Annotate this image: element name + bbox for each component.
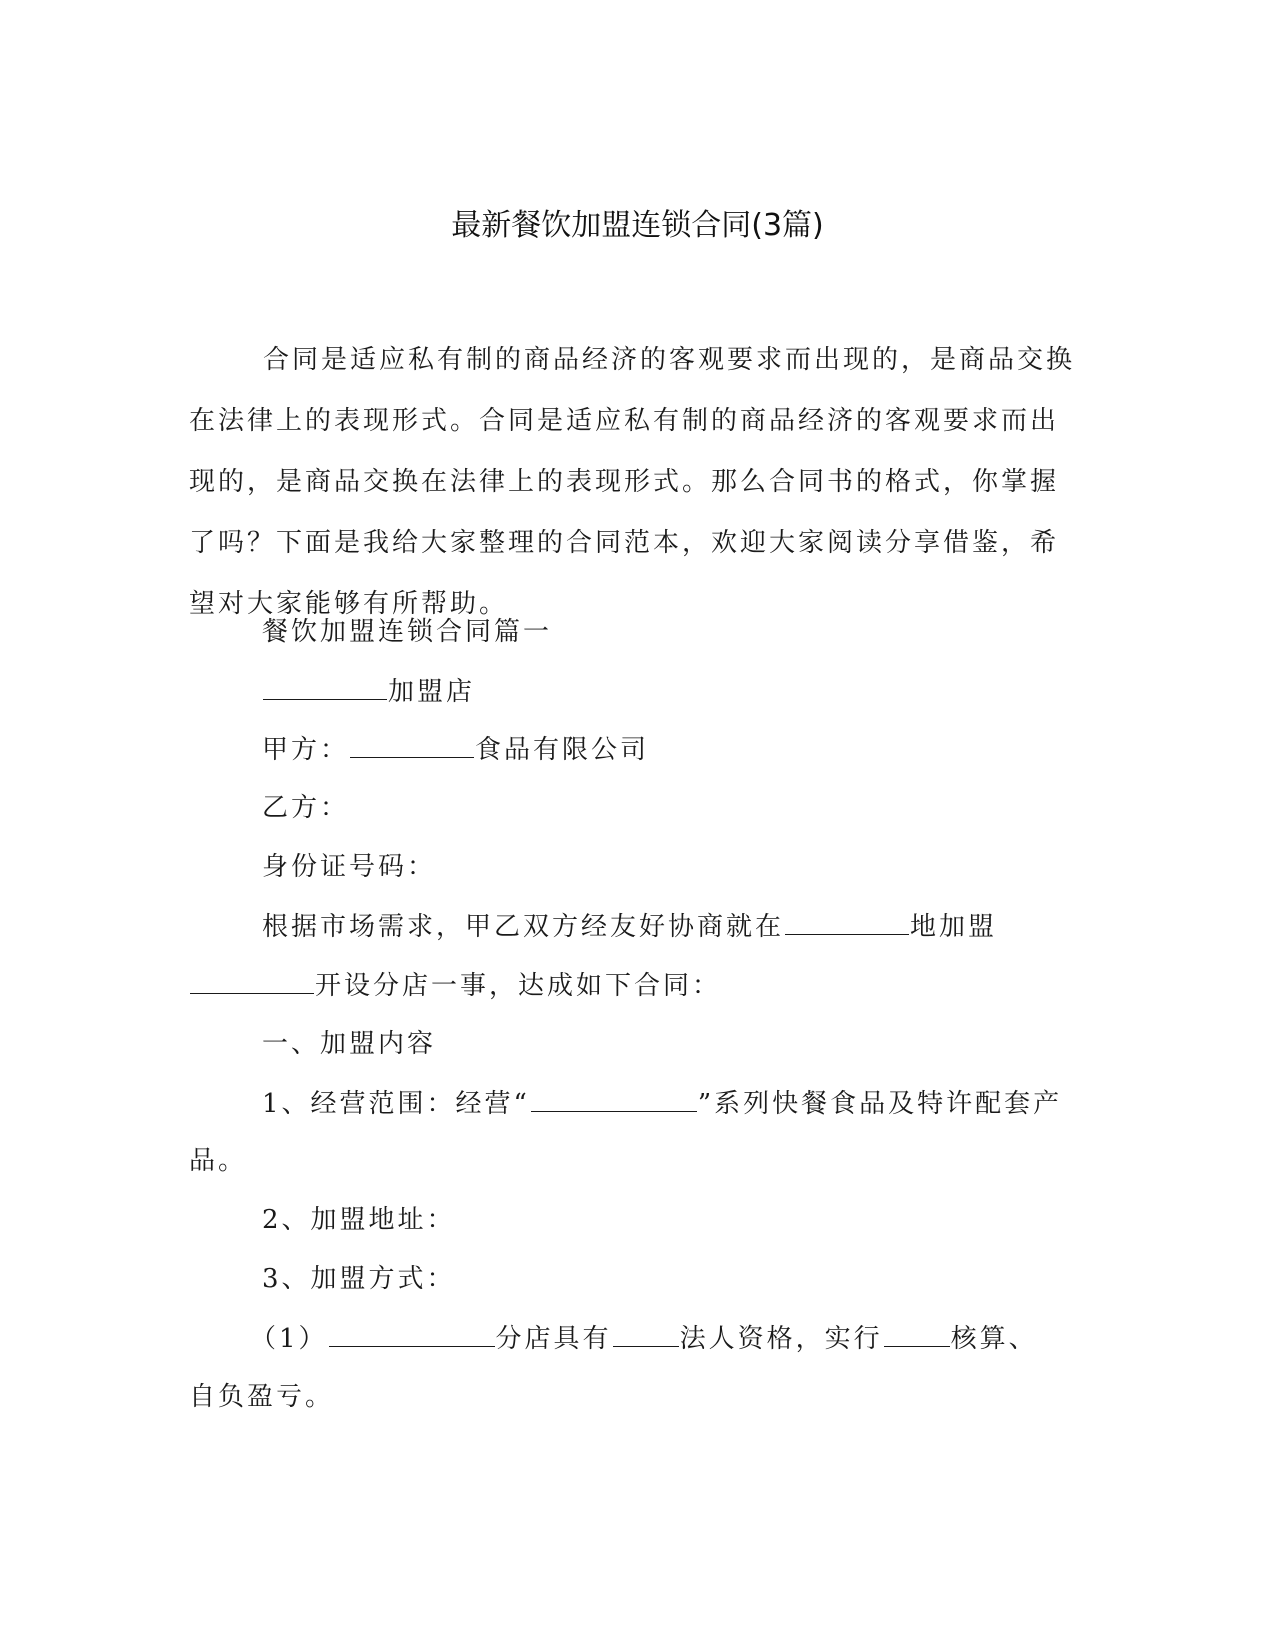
item-1-suffix: ”系列快餐食品及特许配套产 (697, 1089, 1063, 1119)
agreement-suffix: 开设分店一事，达成如下合同： (315, 971, 722, 1001)
agreement-location-suffix: 地加盟 (910, 912, 998, 942)
sub-item-1-mid-1: 分店具有 (495, 1324, 612, 1354)
store-suffix: 加盟店 (388, 677, 476, 707)
brand-blank (190, 965, 314, 994)
accounting-type-blank (884, 1318, 950, 1347)
store-name-blank (263, 671, 387, 700)
sub-item-1-continuation: 自负盈亏。 (189, 1382, 335, 1412)
id-number-line: 身份证号码： (262, 852, 437, 882)
location-blank (785, 906, 909, 935)
sub-item-1-suffix: 核算、 (950, 1324, 1038, 1354)
store-line (262, 671, 475, 712)
party-b-line: 乙方： (262, 793, 350, 823)
item-3-line: 3、加盟方式： (262, 1264, 456, 1294)
sub-item-1-prefix: （1） (250, 1324, 328, 1354)
intro-paragraph: 合同是适应私有制的商品经济的客观要求而出现的，是商品交换在法律上的表现形式。合同是适应私有制的商品经济的客观要求而出现的，是商品交换在法律上的表现形式。那么合同书的格式，你掌握了吗？下面是我给大家整理的合同范本，欢迎大家阅读分享借鉴，希望对大家能够有所帮助。 (189, 345, 1076, 619)
legal-status-blank (613, 1318, 679, 1347)
party-a-blank (350, 729, 474, 758)
agreement-line-1 (262, 906, 997, 947)
sub-item-1-line (250, 1318, 1038, 1359)
series-name-blank (531, 1083, 697, 1112)
item-1-continuation: 品。 (189, 1146, 248, 1176)
item-1-line (262, 1083, 1062, 1124)
clause-1-heading: 一、加盟内容 (262, 1029, 437, 1059)
agreement-prefix: 根据市场需求，甲乙双方经友好协商就在 (262, 912, 785, 942)
party-a-suffix: 食品有限公司 (475, 735, 650, 765)
item-2-line: 2、加盟地址： (262, 1205, 456, 1235)
document-title: 最新餐饮加盟连锁合同(3篇) (451, 208, 824, 243)
party-a-line (262, 729, 649, 770)
sub-item-1-mid-2: 法人资格，实行 (679, 1324, 883, 1354)
agreement-line-2 (189, 965, 721, 1006)
section-heading: 餐饮加盟连锁合同篇一 (262, 617, 553, 647)
party-a-label: 甲方： (262, 735, 350, 765)
branch-name-blank (329, 1318, 495, 1347)
item-1-prefix: 1、经营范围：经营“ (262, 1089, 530, 1119)
